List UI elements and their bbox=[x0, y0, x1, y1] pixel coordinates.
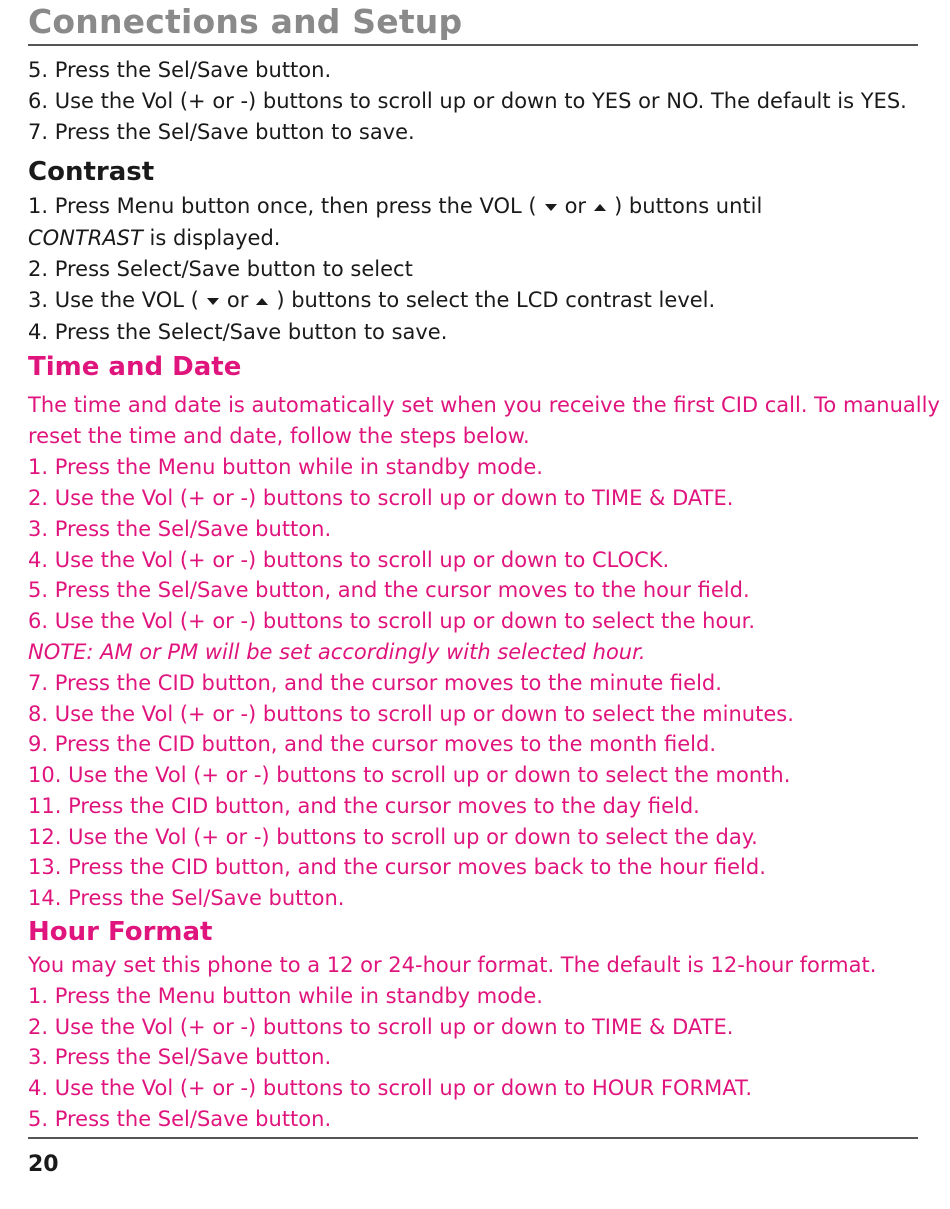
list-item: 9. Press the CID button, and the cursor moves to the month field. bbox=[28, 732, 717, 756]
up-triangle-icon bbox=[594, 204, 606, 211]
contrast-step-1-text-c: is displayed. bbox=[142, 226, 281, 250]
list-item: 5. Press the Sel/Save button. bbox=[28, 58, 332, 82]
footer-rule bbox=[28, 1137, 918, 1139]
down-triangle-icon bbox=[545, 204, 557, 211]
contrast-step-1-text-b: ) buttons until bbox=[614, 194, 763, 218]
list-item: 4. Use the Vol (+ or -) buttons to scroll up or down to HOUR FORMAT. bbox=[28, 1076, 752, 1100]
hour-format-intro: You may set this phone to a 12 or 24-hour format. The default is 12-hour format. bbox=[28, 953, 877, 977]
list-item: 7. Press the Sel/Save button to save. bbox=[28, 120, 415, 144]
time-date-intro: The time and date is automatically set when you receive the first CID call. To manually bbox=[28, 393, 940, 417]
contrast-step-1-cont bbox=[28, 228, 280, 249]
list-item: 2. Use the Vol (+ or -) buttons to scroll up or down to TIME & DATE. bbox=[28, 1015, 734, 1039]
list-item: 14. Press the Sel/Save button. bbox=[28, 886, 345, 910]
contrast-heading: Contrast bbox=[28, 157, 155, 187]
hour-format-heading: Hour Format bbox=[28, 917, 213, 947]
contrast-step-1 bbox=[28, 196, 762, 217]
time-date-intro-cont: reset the time and date, follow the steps below. bbox=[28, 424, 530, 448]
list-item: 1. Press the Menu button while in standby mode. bbox=[28, 984, 543, 1008]
list-item: 4. Use the Vol (+ or -) buttons to scroll up or down to CLOCK. bbox=[28, 548, 670, 572]
down-triangle-icon bbox=[207, 298, 219, 305]
list-item: 7. Press the CID button, and the cursor moves to the minute field. bbox=[28, 671, 722, 695]
page-number: 20 bbox=[28, 1152, 59, 1177]
time-date-note: NOTE: AM or PM will be set accordingly with selected hour. bbox=[28, 640, 646, 664]
list-item: 6. Use the Vol (+ or -) buttons to scroll up or down to YES or NO. The default is YES. bbox=[28, 89, 907, 113]
contrast-step-3-or: or bbox=[226, 288, 249, 312]
list-item: 5. Press the Sel/Save button. bbox=[28, 1107, 332, 1131]
list-item: 5. Press the Sel/Save button, and the cursor moves to the hour field. bbox=[28, 578, 750, 602]
list-item: 3. Press the Sel/Save button. bbox=[28, 517, 332, 541]
page-title: Connections and Setup bbox=[28, 2, 463, 41]
header-rule bbox=[28, 44, 918, 46]
list-item: 13. Press the CID button, and the cursor moves back to the hour field. bbox=[28, 855, 766, 879]
contrast-step-1-text-a: 1. Press Menu button once, then press the VOL ( bbox=[28, 194, 537, 218]
contrast-step-3-text-b: ) buttons to select the LCD contrast level. bbox=[276, 288, 716, 312]
list-item: 6. Use the Vol (+ or -) buttons to scroll up or down to select the hour. bbox=[28, 609, 756, 633]
contrast-keyword: CONTRAST bbox=[28, 226, 143, 250]
list-item: 10. Use the Vol (+ or -) buttons to scroll up or down to select the month. bbox=[28, 763, 791, 787]
list-item: 11. Press the CID button, and the cursor moves to the day field. bbox=[28, 794, 700, 818]
up-triangle-icon bbox=[256, 298, 268, 305]
list-item: 2. Use the Vol (+ or -) buttons to scroll up or down to TIME & DATE. bbox=[28, 486, 734, 510]
list-item: 8. Use the Vol (+ or -) buttons to scroll up or down to select the minutes. bbox=[28, 702, 794, 726]
contrast-step-1-or: or bbox=[564, 194, 587, 218]
contrast-step-3 bbox=[28, 290, 715, 311]
contrast-step-4: 4. Press the Select/Save button to save. bbox=[28, 320, 448, 344]
contrast-step-3-text-a: 3. Use the VOL ( bbox=[28, 288, 199, 312]
list-item: 3. Press the Sel/Save button. bbox=[28, 1045, 332, 1069]
time-date-heading: Time and Date bbox=[28, 352, 242, 382]
list-item: 1. Press the Menu button while in standby mode. bbox=[28, 455, 543, 479]
contrast-step-2: 2. Press Select/Save button to select bbox=[28, 257, 413, 281]
list-item: 12. Use the Vol (+ or -) buttons to scroll up or down to select the day. bbox=[28, 825, 758, 849]
